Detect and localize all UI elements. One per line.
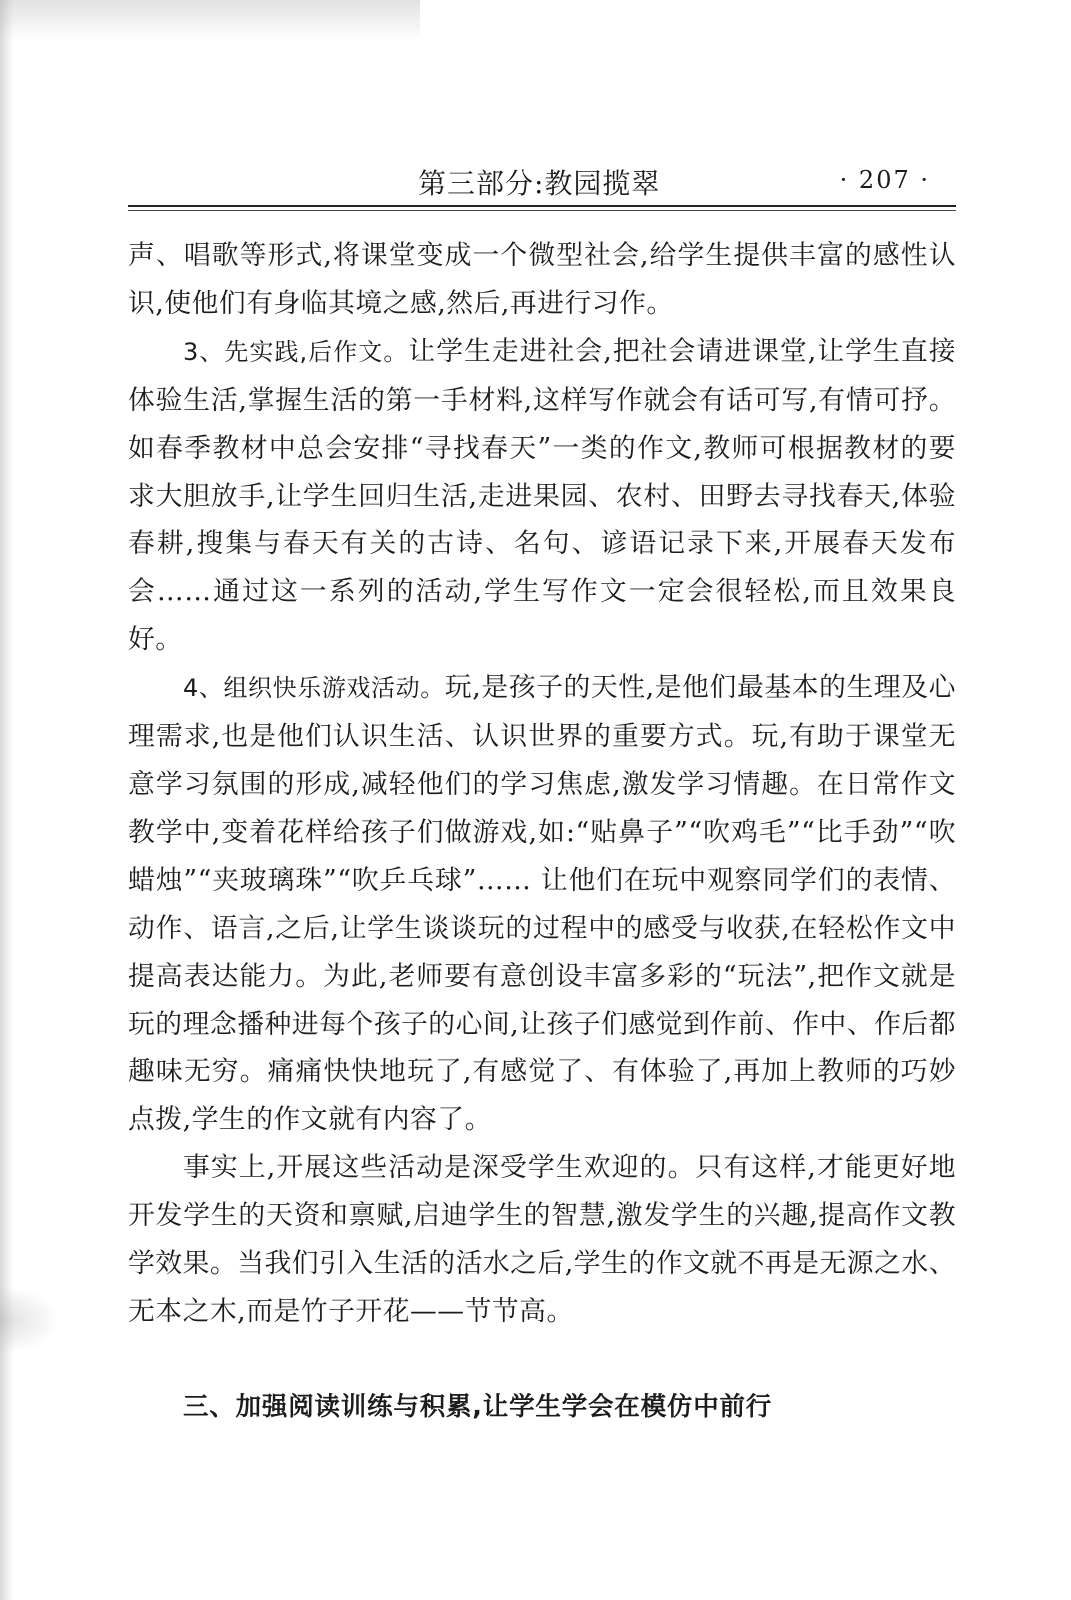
scan-smudge (0, 1285, 60, 1355)
paragraph-lead: 3、先实践,后作文。 (183, 337, 409, 366)
page-number: · 207 · (839, 166, 930, 194)
paragraph-lead: 4、组织快乐游戏活动。 (183, 674, 445, 703)
paragraph-games (128, 664, 956, 1144)
paragraph-conclusion (128, 1144, 956, 1336)
running-header-title: 第三部分:教园揽翠 (418, 167, 661, 200)
header-rule-thick (128, 205, 956, 207)
scan-edge-shadow (0, 0, 14, 1600)
section-heading: 三、加强阅读训练与积累,让学生学会在模仿中前行 (183, 1392, 773, 1422)
paragraph-continued (128, 232, 956, 328)
paragraph-practice-first (128, 328, 956, 664)
paragraph-text: 事实上,开展这些活动是深受学生欢迎的。只有这样,才能更好地开发学生的天资和禀赋,启迪学生的智慧,激发学生的兴趣,提高作文教学效果。当我们引入生活的活水之后,学生的作文就不再是无源之水、无本之木,而是竹子开花——节节高。 (128, 1152, 956, 1327)
header-rule-thin (128, 210, 956, 211)
paragraph-text: 玩,是孩子的天性,是他们最基本的生理及心理需求,也是他们认识生活、认识世界的重要方式。玩,有助于课堂无意学习氛围的形成,减轻他们的学习焦虑,激发学习情趣。在日常作文教学中,变着花样给孩子们做游戏,如:“贴鼻子”“吹鸡毛”“比手劲”“吹蜡烛”“夹玻璃珠”“吹乒乓球”…… 让他们在玩中观察同学们的表情、动作、语言,之后,让学生谈谈玩的过程中的感受与收获,在轻松作文中提高表达能力。为此,老师要有意创设丰富多彩的“玩法”,把作文就是玩的理念播种进每个孩子的心间,让孩子们感觉到作前、作中、作后都趣味无穷。痛痛快快地玩了,有感觉了、有体验了,再加上教师的巧妙点拨,学生的作文就有内容了。 (128, 672, 956, 1136)
body-text (128, 232, 956, 1336)
scan-top-shadow (0, 0, 420, 40)
paragraph-text: 让学生走进社会,把社会请进课堂,让学生直接体验生活,掌握生活的第一手材料,这样写作就会有话可写,有情可抒。如春季教材中总会安排“寻找春天”一类的作文,教师可根据教材的要求大胆放手,让学生回归生活,走进果园、农村、田野去寻找春天,体验春耕,搜集与春天有关的古诗、名句、谚语记录下来,开展春天发布会……通过这一系列的活动,学生写作文一定会很轻松,而且效果良好。 (128, 335, 956, 656)
paragraph-text: 声、唱歌等形式,将课堂变成一个微型社会,给学生提供丰富的感性认识,使他们有身临其境之感,然后,再进行习作。 (128, 240, 956, 319)
running-header (128, 158, 956, 198)
